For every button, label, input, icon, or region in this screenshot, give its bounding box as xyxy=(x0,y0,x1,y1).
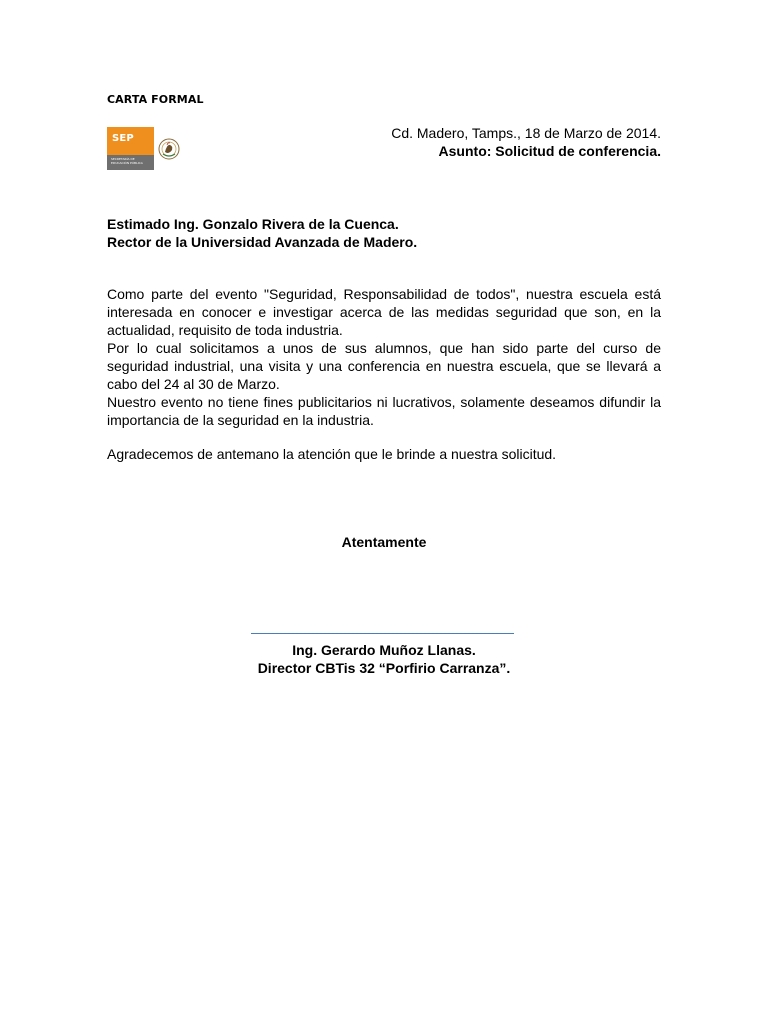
sep-logo-bar xyxy=(107,155,154,170)
sep-logo xyxy=(107,127,183,170)
letter-body xyxy=(107,285,661,429)
body-paragraph-3: Nuestro evento no tiene fines publicitarios ni lucrativos, solamente deseamos difundir la importancia de la seguridad en la industria. xyxy=(107,394,661,428)
signer-name: Ing. Gerardo Muñoz Llanas. xyxy=(292,642,476,658)
sep-logo-brand: SEP xyxy=(112,133,134,144)
closing: Atentamente xyxy=(341,534,427,550)
recipient-title: Rector de la Universidad Avanzada de Madero. xyxy=(107,234,418,250)
eagle-seal-icon xyxy=(158,136,180,162)
sep-logo-block xyxy=(107,127,154,170)
body-paragraph-2: Por lo cual solicitamos a unos de sus alumnos, que han sido parte del curso de seguridad industrial, una visita y una conferencia en nuestra escuela, que se llevará a cabo del 24 al 30 de Marzo. xyxy=(107,340,661,392)
recipient-block xyxy=(107,215,417,251)
document-label: CARTA FORMAL xyxy=(107,93,204,106)
recipient-name: Estimado Ing. Gonzalo Rivera de la Cuenca. xyxy=(107,216,399,232)
signature-line xyxy=(251,633,514,634)
thanks-line: Agradecemos de antemano la atención que le brinde a nuestra solicitud. xyxy=(107,446,557,462)
body-paragraph-1: Como parte del evento "Seguridad, Responsabilidad de todos", nuestra escuela está interesada en conocer e investigar acerca de las medidas seguridad que son, en la actualidad, requisito de toda industria. xyxy=(107,286,661,338)
subject-line: Asunto: Solicitud de conferencia. xyxy=(438,143,661,159)
signer-title: Director CBTis 32 “Porfirio Carranza”. xyxy=(257,660,511,676)
sep-logo-subtext: SECRETARÍA DE EDUCACIÓN PÚBLICA xyxy=(111,157,143,165)
signer-block xyxy=(0,641,768,677)
place-date: Cd. Madero, Tamps., 18 de Marzo de 2014. xyxy=(391,125,661,141)
letter-header xyxy=(391,124,661,160)
mexico-seal-icon xyxy=(154,127,183,170)
